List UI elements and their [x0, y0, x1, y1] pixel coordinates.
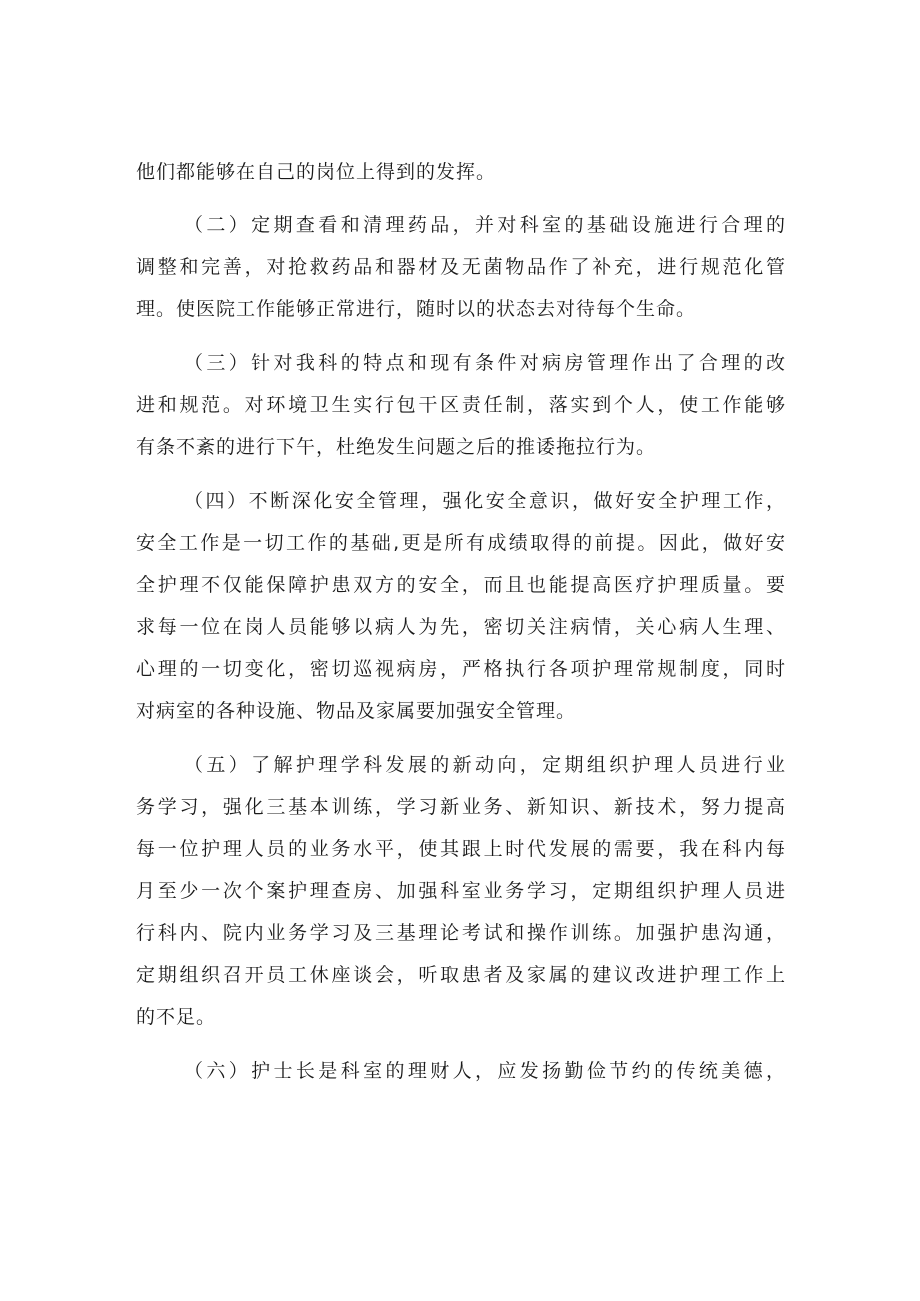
text-line: 调整和完善，对抢救药品和器材及无菌物品作了补充，进行规范化管	[136, 256, 786, 278]
text-line: 有条不紊的进行下午，杜绝发生问题之后的推诿拖拉行为。	[136, 436, 657, 458]
text-line: 心理的一切变化，密切巡视病房，严格执行各项护理常规制度，同时	[136, 658, 786, 680]
text-line: （三）针对我科的特点和现有条件对病房管理作出了合理的改	[184, 352, 786, 374]
text-line: 安全工作是一切工作的基础,更是所有成绩取得的前提。因此，做好安	[136, 532, 786, 554]
text-line: 理。使医院工作能够正常进行，随时以的状态去对待每个生命。	[136, 298, 697, 320]
text-line: （六）护士长是科室的理财人，应发扬勤俭节约的传统美德，	[184, 1060, 786, 1082]
text-line: 每一位护理人员的业务水平，使其跟上时代发展的需要，我在科内每	[136, 838, 786, 860]
text-line: 月至少一次个案护理查房、加强科室业务学习，定期组织护理人员进	[136, 880, 786, 902]
text-line: 进和规范。对环境卫生实行包干区责任制，落实到个人，使工作能够	[136, 394, 786, 416]
text-line: 定期组织召开员工休座谈会，听取患者及家属的建议改进护理工作上	[136, 964, 786, 986]
text-line: （二）定期查看和清理药品，并对科室的基础设施进行合理的	[184, 214, 786, 236]
text-line: （四）不断深化安全管理，强化安全意识，做好安全护理工作，	[184, 490, 786, 512]
text-line: 的不足。	[136, 1006, 217, 1028]
text-line: 行科内、院内业务学习及三基理论考试和操作训练。加强护患沟通，	[136, 922, 786, 944]
text-line: 对病室的各种设施、物品及家属要加强安全管理。	[136, 700, 577, 722]
text-line: 务学习，强化三基本训练，学习新业务、新知识、新技术，努力提高	[136, 796, 786, 818]
text-line: 求每一位在岗人员能够以病人为先，密切关注病情，关心病人生理、	[136, 616, 786, 638]
body-text	[136, 151, 786, 1092]
text-line: 他们都能够在自己的岗位上得到的发挥。	[136, 161, 497, 183]
text-line: （五）了解护理学科发展的新动向，定期组织护理人员进行业	[184, 754, 786, 776]
text-line: 全护理不仅能保障护患双方的安全，而且也能提高医疗护理质量。要	[136, 574, 786, 596]
